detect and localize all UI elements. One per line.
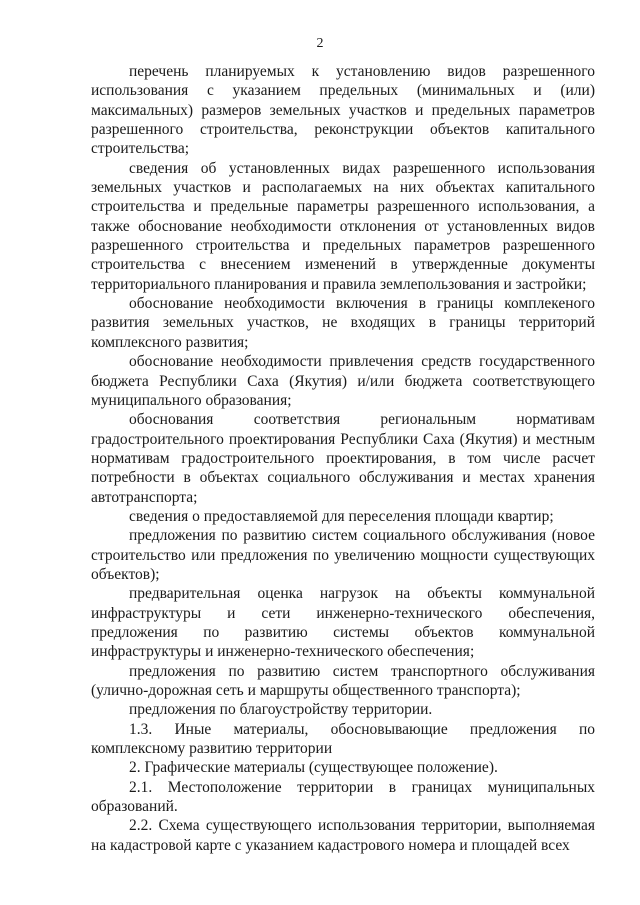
page-number: 2 xyxy=(316,36,324,51)
paragraph: сведения об установленных видах разрешенного использования земельных участков и располагаемых на них объектах капитального строительства и предельные параметры разрешенного использования, а также обоснование необходимости отклонения от установленных видов разрешенного строительства и предельных параметров разрешенного строительства с внесением изменений в утвержденные документы территориального планирования и правила землепользования и застройки; xyxy=(91,159,595,293)
section-heading: 1.3. Иные материалы, обосновывающие предложения по комплексному развитию территории xyxy=(91,720,595,758)
paragraph: обоснование необходимости привлечения средств государственного бюджета Республики Саха (Якутия) и/или бюджета соответствующего муниципального образования; xyxy=(91,353,595,409)
paragraph: обоснования соответствия региональным нормативам градостроительного проектирования Республики Саха (Якутия) и местным нормативам градостроительного проектирования, в том числе расчет потребности в объектах социального обслуживания и местах хранения автотранспорта; xyxy=(91,411,595,506)
paragraph: перечень планируемых к установлению видов разрешенного использования с указанием предельных (минимальных и (или) максимальных) размеров земельных участков и предельных параметров разрешенного строительства, реконструкции объектов капитального строительства; xyxy=(91,63,595,158)
section-item: 2.2. Схема существующего использования территории, выполняемая на кадастровой карте с указанием кадастрового номера и площадей всех xyxy=(91,817,595,854)
section-item: 2.1. Местоположение территории в границах муниципальных образований. xyxy=(91,778,595,816)
paragraph: сведения о предоставляемой для переселения площади квартир; xyxy=(129,507,554,525)
paragraph: обоснование необходимости включения в границы комплекеного развития земельных участков, не входящих в границы территорий комплексного развития; xyxy=(91,295,595,351)
section-heading: 2. Графические материалы (существующее положение). xyxy=(129,759,498,777)
paragraph: предложения по развитию систем социального обслуживания (новое строительство или предложения по увеличению мощности существующих объектов); xyxy=(91,527,595,583)
paragraph: предложения по благоустройству территории. xyxy=(129,701,433,719)
paragraph: предварительная оценка нагрузок на объекты коммунальной инфраструктуры и сети инженерно-технического обеспечения, предложения по развитию системы объектов коммунальной инфраструктуры и инженерно-технического обеспечения; xyxy=(91,585,595,661)
paragraph: предложения по развитию систем транспортного обслуживания (улично-дорожная сеть и маршруты общественного транспорта); xyxy=(91,662,595,699)
document-body xyxy=(91,62,595,855)
